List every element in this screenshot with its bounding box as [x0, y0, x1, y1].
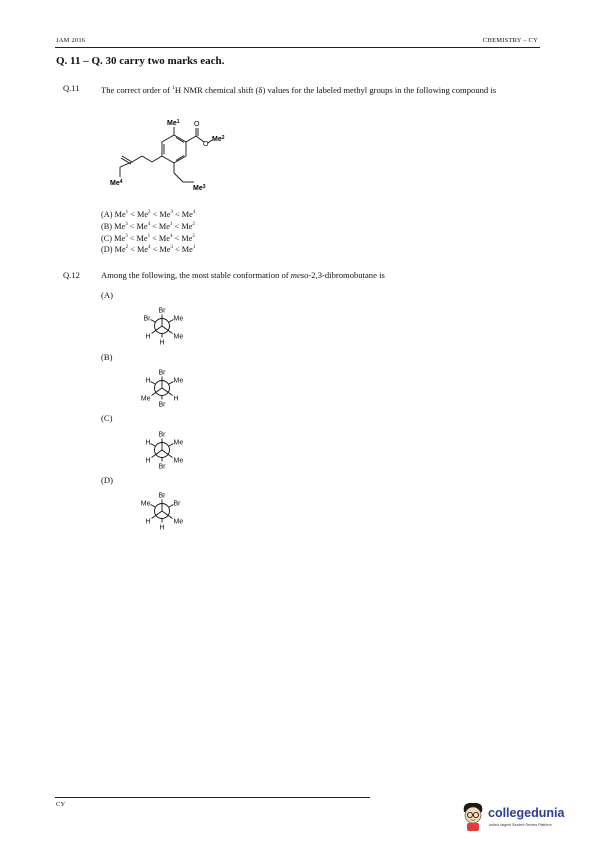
- methyl-term: Me: [136, 221, 148, 231]
- front-lower-left-label: Me: [140, 395, 151, 403]
- less-than-sign: <: [150, 245, 160, 255]
- methyl-index: 2: [192, 233, 195, 239]
- methyl-term: Me: [136, 233, 148, 243]
- less-than-sign: <: [128, 245, 137, 255]
- front-lower-right-label: Me: [173, 457, 184, 465]
- methyl-term: Me: [181, 221, 193, 231]
- option-label: (B): [101, 221, 115, 231]
- back-bottom-label: H: [159, 339, 165, 347]
- front-bond: [162, 511, 173, 519]
- q12-text-part: Among the following, the most stable conformation of: [101, 270, 291, 280]
- me3-label: Me$^3$: [193, 184, 206, 192]
- front-bond: [162, 388, 173, 396]
- q11-text: [101, 83, 521, 96]
- front-lower-left-label: H: [145, 333, 151, 341]
- methyl-term: Me: [114, 221, 126, 231]
- methyl-index: 1: [192, 245, 196, 251]
- q11-text-part: H NMR chemical shift (δ) values for the labeled methyl groups in the following compound is: [174, 84, 497, 95]
- methyl-term: Me: [181, 209, 193, 219]
- front-bond: [152, 450, 163, 458]
- header-rule: [55, 47, 540, 48]
- front-top-label: Br: [158, 369, 166, 377]
- option-label: (C): [101, 233, 115, 243]
- header-right: CHEMISTRY – CY: [482, 37, 538, 44]
- methyl-index: 4: [147, 221, 151, 227]
- q11-number: Q.11: [63, 83, 80, 93]
- methyl-index: 3: [125, 221, 128, 227]
- methyl-term: Me: [159, 245, 171, 255]
- front-bond: [152, 388, 163, 396]
- benzene-ring: [162, 135, 186, 163]
- back-bottom-label: Br: [158, 401, 166, 409]
- option-label: (A): [101, 209, 115, 219]
- front-top-label: Br: [158, 492, 166, 500]
- back-bond: [151, 382, 156, 385]
- q12-text: [101, 270, 531, 281]
- back-upper-left-label: H: [145, 377, 151, 385]
- front-lower-right-label: Me: [173, 518, 184, 526]
- collegedunia-logo: [458, 800, 565, 834]
- methyl-index: 1: [125, 210, 129, 215]
- me1-label: Me$^1$: [167, 119, 180, 127]
- me2-label: Me$^2$: [212, 135, 225, 143]
- q12-text-part: -2,3-dibromobutane is: [308, 270, 385, 280]
- methyl-term: Me: [181, 233, 193, 243]
- less-than-sign: <: [127, 221, 137, 231]
- methyl-index: 3: [170, 245, 173, 251]
- q11-option-d: [101, 243, 195, 255]
- methyl-index: 2: [148, 210, 151, 215]
- front-lower-left-label: H: [145, 518, 151, 526]
- option-label: (D): [101, 245, 115, 255]
- q11-text-sup: 1: [172, 85, 175, 91]
- methyl-term: Me: [136, 209, 149, 219]
- methyl-index: 1: [147, 233, 151, 239]
- methyl-term: Me: [114, 245, 126, 255]
- methyl-index: 4: [192, 210, 196, 215]
- methyl-index: 4: [148, 245, 151, 251]
- q12-option-b-label: (B): [101, 352, 113, 362]
- front-top-label: Br: [158, 307, 166, 315]
- carbonyl-o-label: O: [194, 121, 200, 128]
- q12-option-a-label: (A): [101, 290, 113, 300]
- methyl-term: Me: [181, 245, 193, 255]
- methyl-term: Me: [136, 245, 149, 255]
- footer-left: CY: [56, 801, 66, 808]
- front-lower-right-label: H: [173, 395, 179, 403]
- newman-a: [128, 300, 198, 352]
- back-bond: [151, 444, 156, 447]
- front-lower-left-label: H: [145, 457, 151, 465]
- mascot-icon: [458, 800, 488, 832]
- me4-label: Me$^4$: [110, 179, 123, 187]
- newman-b: [128, 362, 198, 414]
- ester-o-label: O: [203, 141, 209, 148]
- q12-option-c-label: (C): [101, 413, 113, 423]
- back-bond: [151, 320, 156, 323]
- q11-options: [101, 208, 195, 255]
- q12-number: Q.12: [63, 270, 80, 280]
- less-than-sign: <: [172, 221, 182, 231]
- q11-option-c: [101, 232, 195, 244]
- less-than-sign: <: [172, 209, 182, 219]
- newman-c: [128, 424, 198, 476]
- q11-option-a: [101, 208, 195, 220]
- methyl-term: Me: [158, 233, 170, 243]
- back-bond: [151, 505, 156, 508]
- methyl-term: Me: [159, 209, 171, 219]
- back-bottom-label: H: [159, 524, 165, 532]
- q11-structure: [90, 113, 250, 203]
- methyl-index: 1: [169, 221, 173, 227]
- back-upper-right-label: Me: [173, 315, 184, 323]
- back-upper-right-label: Me: [173, 439, 184, 447]
- front-lower-right-label: Me: [173, 333, 184, 341]
- front-bond: [162, 326, 173, 334]
- q11-text-part: The correct order of: [101, 84, 173, 95]
- front-top-label: Br: [158, 431, 166, 439]
- back-bottom-label: Br: [158, 463, 166, 471]
- q11-option-b: [101, 220, 195, 232]
- back-upper-left-label: H: [145, 439, 151, 447]
- newman-d: [128, 485, 198, 537]
- methyl-term: Me: [114, 233, 126, 243]
- methyl-term: Me: [114, 209, 126, 219]
- methyl-index: 2: [192, 221, 195, 227]
- back-upper-right-label: Me: [173, 377, 184, 385]
- methyl-index: 2: [125, 245, 129, 251]
- methyl-index: 4: [169, 233, 173, 239]
- back-upper-right-label: Br: [173, 500, 181, 508]
- front-bond: [152, 511, 163, 519]
- footer-rule: [55, 797, 370, 798]
- less-than-sign: <: [150, 209, 160, 219]
- less-than-sign: <: [172, 233, 182, 243]
- less-than-sign: <: [150, 221, 159, 231]
- q12-option-d-label: (D): [101, 475, 113, 485]
- methyl-index: 3: [170, 210, 173, 215]
- less-than-sign: <: [172, 245, 182, 255]
- methyl-term: Me: [158, 221, 170, 231]
- front-bond: [152, 326, 163, 334]
- methyl-index: 3: [125, 233, 128, 239]
- logo-tagline: India's largest Student Review Platform: [489, 823, 552, 827]
- q12-text-italic: meso: [290, 270, 309, 280]
- less-than-sign: <: [150, 233, 159, 243]
- header-left: JAM 2016: [56, 37, 86, 44]
- back-upper-left-label: Me: [140, 500, 151, 508]
- less-than-sign: <: [128, 209, 137, 219]
- section-title: Q. 11 – Q. 30 carry two marks each.: [56, 55, 225, 67]
- back-upper-left-label: Br: [143, 315, 151, 323]
- less-than-sign: <: [127, 233, 137, 243]
- front-bond: [162, 450, 173, 458]
- logo-name: collegedunia: [488, 806, 565, 820]
